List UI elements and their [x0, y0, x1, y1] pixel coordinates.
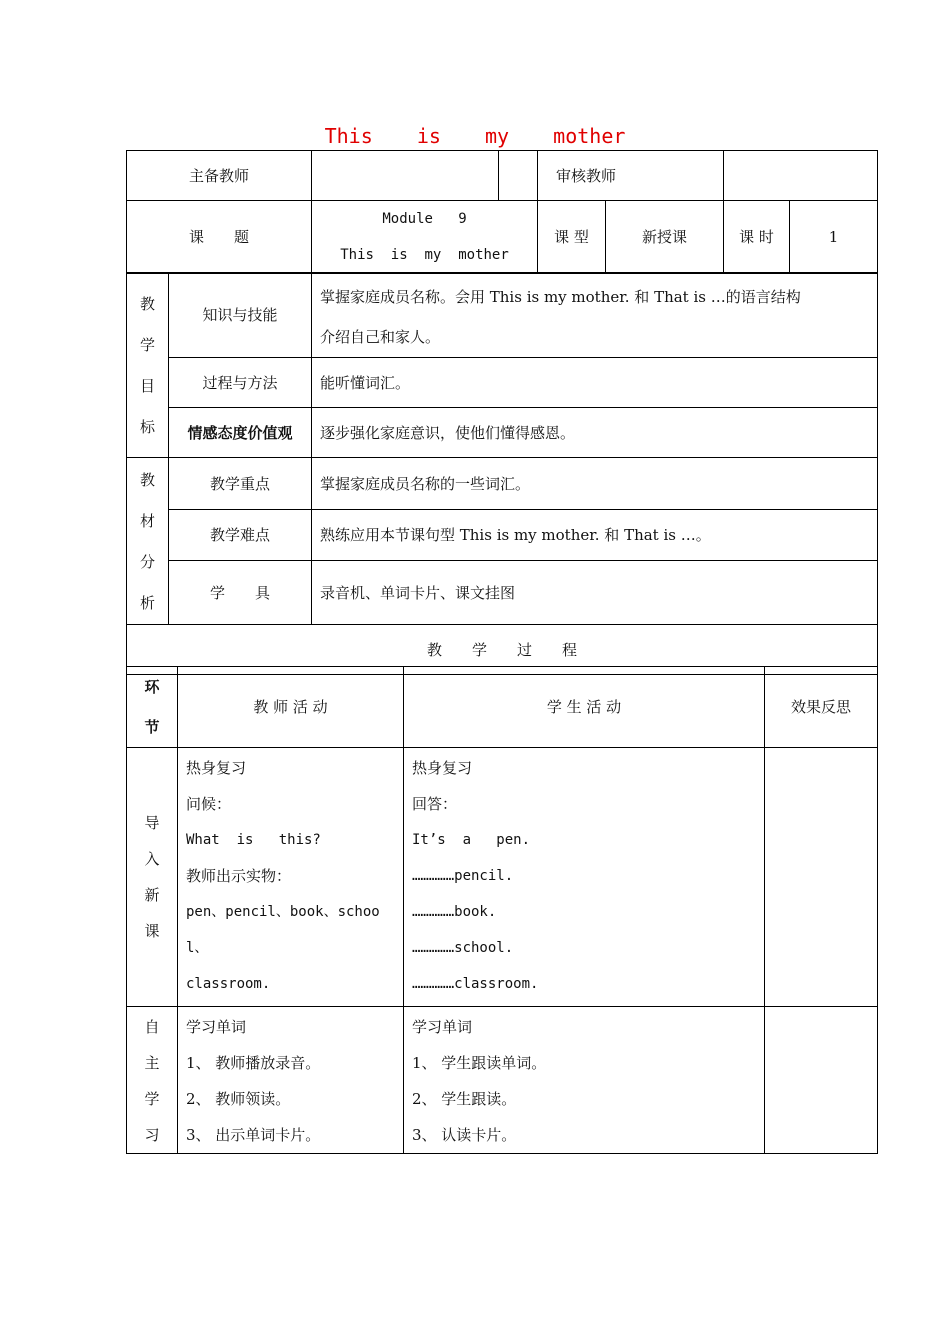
teacher-activity-intro [178, 748, 404, 1007]
goal-process: 能听懂词汇。 [312, 358, 878, 408]
student-intro-line-5: ……………book. [412, 904, 497, 920]
hours-label: 课 时 [724, 201, 790, 274]
topic-value [312, 201, 538, 274]
hours-value: 1 [790, 201, 878, 274]
stage-self-char-1: 自 [144, 1018, 160, 1036]
material-char-3: 分 [139, 553, 155, 571]
teacher-self-line-2: 1、 教师播放录音。 [186, 1054, 321, 1072]
chief-teacher-cell [312, 151, 538, 201]
reviewer-value [724, 151, 878, 201]
goal-label-knowledge: 知识与技能 [169, 273, 312, 358]
teacher-intro-line-3: What is this? [186, 832, 321, 848]
material-char-2: 材 [139, 512, 155, 530]
stage-self-char-3: 学 [144, 1090, 160, 1108]
goal-knowledge-line-1: 掌握家庭成员名称。会用 This is my mother. 和 That is …的语言结构 [320, 288, 801, 306]
student-self-line-2: 1、 学生跟读单词。 [412, 1054, 547, 1072]
type-label: 课 型 [538, 201, 606, 274]
topic-line-1: Module 9 [382, 211, 467, 227]
student-intro-line-4: ……………pencil. [412, 868, 514, 884]
stage-intro-char-1: 导 [144, 814, 160, 832]
col-teacher-header: 教 师 活 动 [178, 667, 404, 748]
stage-intro-char-3: 新 [144, 886, 160, 904]
topic-line-2: This is my mother [340, 247, 509, 263]
reflect-intro [765, 748, 878, 1007]
teacher-intro-line-2: 问候： [186, 795, 232, 813]
material-label-tools: 学 具 [169, 561, 312, 625]
student-intro-line-2: 回答： [412, 795, 458, 813]
student-intro-line-7: ……………classroom. [412, 976, 539, 992]
teacher-intro-line-4: 教师出示实物： [186, 867, 292, 885]
stage-intro-char-2: 入 [144, 850, 160, 868]
stage-self-char-4: 习 [144, 1126, 160, 1144]
col-reflect-header: 效果反思 [765, 667, 878, 748]
reviewer-label-spacer [499, 151, 537, 200]
student-self-line-4: 3、 认读卡片。 [412, 1126, 517, 1144]
student-intro-line-1: 热身复习 [412, 759, 473, 777]
material-char-1: 教 [139, 471, 155, 489]
teacher-intro-line-7: classroom. [186, 976, 271, 992]
material-group-label [127, 458, 169, 625]
topic-label: 课 题 [127, 201, 312, 274]
chief-teacher-value [312, 151, 499, 200]
student-intro-line-6: ……………school. [412, 940, 514, 956]
goal-label-process: 过程与方法 [169, 358, 312, 408]
teacher-self-line-4: 3、 出示单词卡片。 [186, 1126, 321, 1144]
student-self-line-1: 学习单词 [412, 1018, 473, 1036]
reflect-self [765, 1007, 878, 1154]
material-label-difficulty: 教学难点 [169, 510, 312, 561]
type-value: 新授课 [606, 201, 724, 274]
stage-intro [127, 748, 178, 1007]
teacher-activity-self [178, 1007, 404, 1154]
goals-char-1: 教 [139, 295, 155, 313]
goals-char-4: 标 [139, 418, 155, 436]
goal-label-emotion: 情感态度价值观 [169, 408, 312, 458]
goals-char-2: 学 [139, 336, 155, 354]
reviewer-label: 审核教师 [538, 151, 724, 201]
stage-self-study [127, 1007, 178, 1154]
col-student-header: 学 生 活 动 [404, 667, 765, 748]
student-self-line-3: 2、 学生跟读。 [412, 1090, 517, 1108]
page-title: This is my mother [324, 124, 626, 148]
teacher-self-line-3: 2、 教师领读。 [186, 1090, 291, 1108]
material-difficulty: 熟练应用本节课句型 This is my mother. 和 That is …。 [312, 510, 878, 561]
goal-emotion: 逐步强化家庭意识，使他们懂得感恩。 [312, 408, 878, 458]
col-stage-char-2: 节 [144, 718, 160, 736]
lesson-info-table [126, 150, 878, 274]
goals-char-3: 目 [139, 377, 155, 395]
process-title: 教 学 过 程 [127, 625, 878, 675]
col-stage-char-1: 环 [144, 678, 160, 696]
col-stage-header [127, 667, 178, 748]
chief-teacher-label: 主备教师 [127, 151, 312, 201]
student-activity-self [404, 1007, 765, 1154]
process-table [126, 666, 878, 1154]
goals-group-label [127, 273, 169, 458]
teacher-self-line-1: 学习单词 [186, 1018, 247, 1036]
student-activity-intro [404, 748, 765, 1007]
goals-table [126, 272, 878, 675]
goal-knowledge [312, 273, 878, 358]
teacher-intro-line-6: l、 [186, 940, 209, 956]
stage-intro-char-4: 课 [144, 922, 160, 940]
student-intro-line-3: It’s a pen. [412, 832, 531, 848]
material-focus: 掌握家庭成员名称的一些词汇。 [312, 458, 878, 510]
stage-self-char-2: 主 [144, 1054, 160, 1072]
teacher-intro-line-5: pen、pencil、book、schoo [186, 904, 380, 920]
material-label-focus: 教学重点 [169, 458, 312, 510]
goal-knowledge-line-2: 介绍自己和家人。 [320, 328, 441, 346]
material-char-4: 析 [139, 594, 155, 612]
material-tools: 录音机、单词卡片、课文挂图 [312, 561, 878, 625]
teacher-intro-line-1: 热身复习 [186, 759, 247, 777]
